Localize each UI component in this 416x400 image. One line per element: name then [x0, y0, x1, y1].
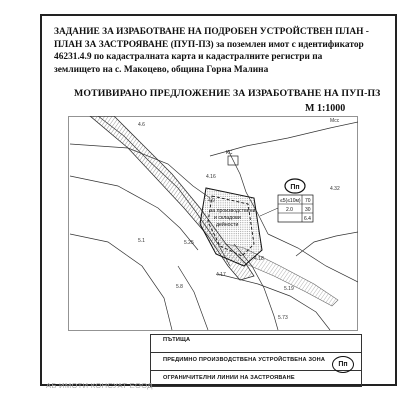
- legend-row-roads: [151, 335, 361, 353]
- parcel-label: 4.9: [208, 198, 215, 204]
- title-line: землището на с. Макоцево, община Горна Малина: [54, 64, 269, 75]
- parcel-label: 5.25: [184, 240, 194, 246]
- parcel-label: 4.6: [138, 122, 145, 128]
- parcel-label: Мсс: [330, 118, 340, 124]
- parcel-label: 4.17: [216, 272, 226, 278]
- indicator-cell: ≤5(≤10м): [280, 198, 301, 204]
- document-subtitle: МОТИВИРАНО ПРЕДЛОЖЕНИЕ ЗА ИЗРАБОТВАНЕ НА ПУП-ПЗ: [74, 88, 381, 99]
- parcel-label: 4.32: [330, 186, 340, 192]
- indicator-cell: 6.4: [304, 216, 311, 222]
- legend-row-building-limits: [151, 370, 361, 387]
- parcel-label: 5.8: [176, 284, 183, 290]
- parcel-label: 5.1: [138, 238, 145, 244]
- map-scale: М 1:1000: [305, 103, 346, 114]
- parcel-label: 5.73: [278, 315, 288, 321]
- legend-label: ПРЕДИМНО ПРОИЗВОДСТВЕНА УСТРОЙСТВЕНА ЗОНА: [163, 357, 326, 363]
- plot-zone-text: за производствени: [210, 208, 256, 214]
- legend-label: ПЪТИЩА: [163, 337, 191, 343]
- parcel-label: 4.16: [206, 174, 216, 180]
- legend-label: ОГРАНИЧИТЕЛНИ ЛИНИИ НА ЗАСТРОЯВАНЕ: [163, 375, 295, 381]
- plot-zone-text: дейности: [216, 222, 239, 228]
- title-line: ЗАДАНИЕ ЗА ИЗРАБОТВАНЕ НА ПОДРОБЕН УСТРОЙСТВЕН ПЛАН -: [54, 27, 369, 37]
- parcel-label: КС: [226, 150, 233, 156]
- parcel-label: 5.19: [284, 286, 294, 292]
- zone-badge: Пп: [290, 184, 300, 191]
- title-line: ПЛАН ЗА ЗАСТРОЯВАНЕ (ПУП-ПЗ) за поземлен имот с идентификатор: [54, 39, 364, 50]
- indicator-cell: 2.0: [286, 207, 293, 213]
- legend-row-production-zone: [151, 352, 361, 371]
- indicator-table: [278, 195, 313, 222]
- indicator-cell: 70: [305, 198, 311, 204]
- map-legend: [150, 334, 362, 387]
- cadastral-map: [68, 116, 358, 331]
- indicator-cell: 30: [305, 207, 311, 213]
- legend-zone-badge: Пп: [332, 356, 354, 373]
- parcel-label: 4.18: [254, 256, 264, 262]
- title-line: 46231.4.9 по кадастралната карта и кадастралните регистри па: [54, 52, 323, 63]
- document-title: [54, 26, 384, 76]
- plot-zone-text: и складови: [214, 215, 241, 221]
- footer-company: АБ ИМОТИ КОНСУАТ ЕООД: [46, 381, 153, 390]
